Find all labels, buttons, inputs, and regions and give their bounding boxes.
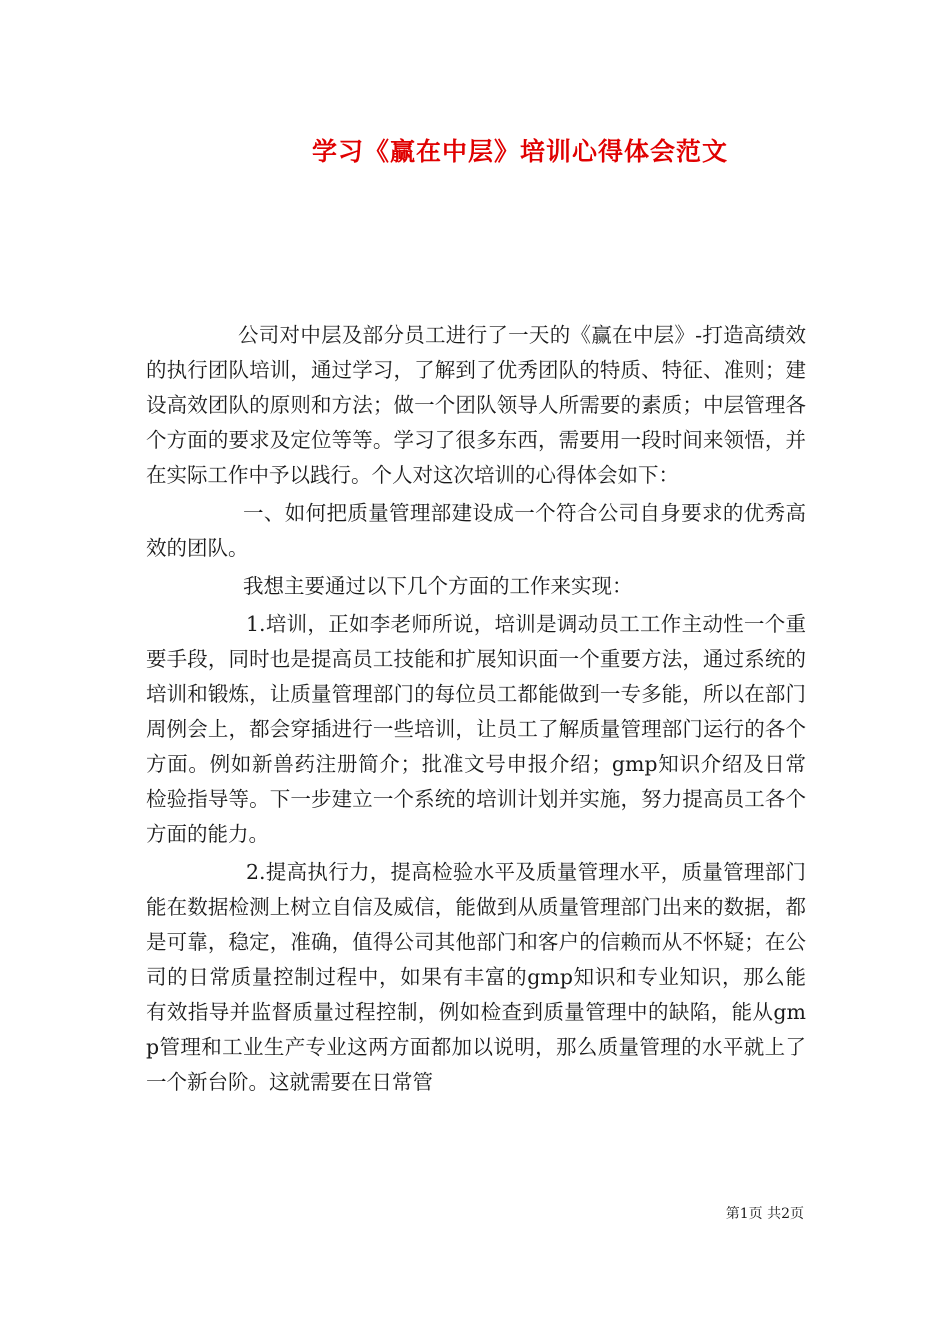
page-number-footer: 第1页 共2页 [725, 1206, 804, 1222]
document-body [146, 318, 806, 1103]
paragraph-item-one: 1.培训，正如李老师所说，培训是调动员工工作主动性一个重要手段，同时也是提高员工技能和扩展知识面一个重要方法，通过系统的培训和锻炼，让质量管理部门的每位员工都能做到一专多能，所以在部门周例会上，都会穿插进行一些培训，让员工了解质量管理部门运行的各个方面。例如新兽药注册简介；批准文号申报介绍；gmp知识介绍及日常检验指导等。下一步建立一个系统的培训计划并实施，努力提高员工各个方面的能力。 [146, 612, 806, 846]
document-title: 学习《赢在中层》培训心得体会范文 [311, 137, 728, 166]
paragraph-item-two: 2.提高执行力，提高检验水平及质量管理水平，质量管理部门能在数据检测上树立自信及威信，能做到从质量管理部门出来的数据，都是可靠，稳定，准确，值得公司其他部门和客户的信赖而从不怀疑；在公司的日常质量控制过程中，如果有丰富的gmp知识和专业知识，那么能有效指导并监督质量过程控制，例如检查到质量管理中的缺陷，能从gmp管理和工业生产专业这两方面都加以说明，那么质量管理的水平就上了一个新台阶。这就需要在日常管 [146, 860, 806, 1094]
paragraph-section-one: 一、如何把质量管理部建设成一个符合公司自身要求的优秀高效的团队。 [146, 501, 806, 560]
paragraph-plan: 我想主要通过以下几个方面的工作来实现： [243, 574, 633, 598]
paragraph-intro: 公司对中层及部分员工进行了一天的《赢在中层》-打造高绩效的执行团队培训，通过学习，了解到了优秀团队的特质、特征、准则；建设高效团队的原则和方法；做一个团队领导人所需要的素质；中层管理各个方面的要求及定位等等。学习了很多东西，需要用一段时间来领悟，并在实际工作中予以践行。个人对这次培训的心得体会如下： [146, 323, 806, 487]
